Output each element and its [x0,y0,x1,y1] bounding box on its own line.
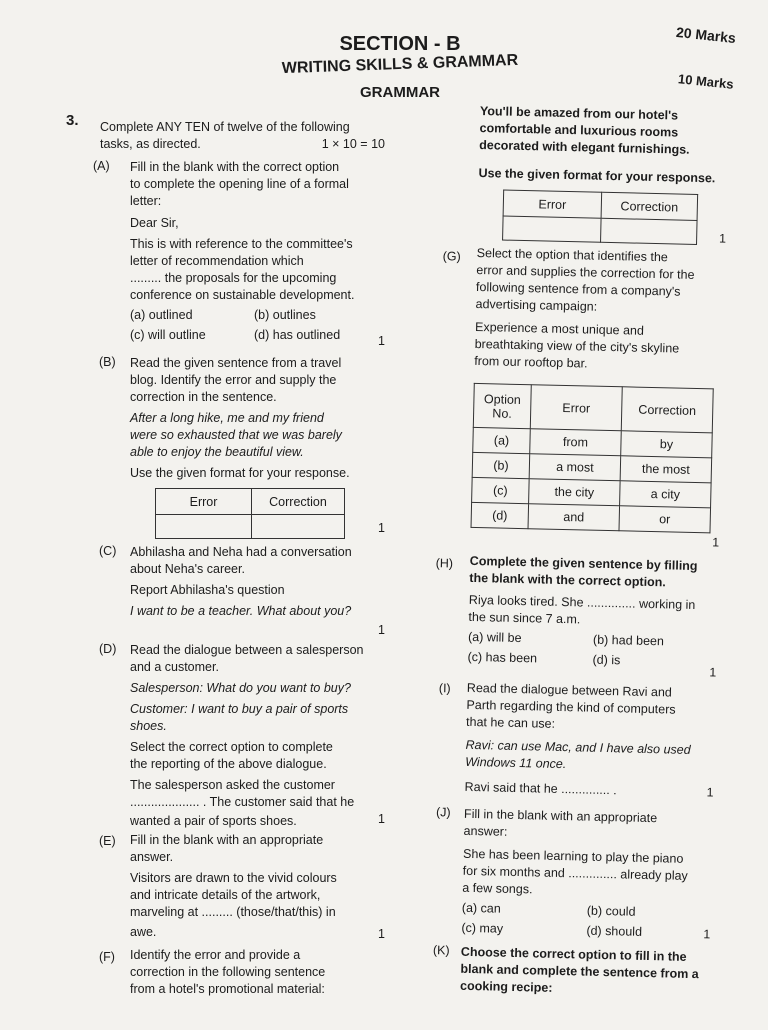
salutation: Dear Sir, [130,216,179,230]
option-error: and [528,504,620,531]
option-correction: or [619,506,711,533]
part-k-label: (K) [432,943,450,958]
grammar-heading: GRAMMAR [360,84,440,101]
text-line: Fill in the blank with the correct option [130,160,340,174]
format-instruction: Use the given format for your response. [130,466,350,480]
option-correction: by [621,431,713,458]
part-j-text [461,806,719,943]
text-line: Choose the correct option to fill in the [460,944,687,964]
part-h-label: (H) [435,556,454,571]
option-error: from [530,429,622,456]
option-a: (a) can [461,900,501,916]
text-line: the blank with the correct option. [469,570,667,590]
option-no: (d) [471,502,529,528]
quote: I want to be a teacher. What about you? [130,604,352,618]
text-line: awe. [130,925,157,939]
section-subtitle: WRITING SKILLS & GRAMMAR [281,51,519,78]
column-error: Error [156,489,252,515]
part-g-label: (G) [442,249,461,264]
text-line: Visitors are drawn to the vivid colours [130,871,337,885]
column-correction: Correction [252,489,345,515]
q3-line: Complete ANY TEN of twelve of the following [100,120,350,134]
report-instruction: Report Abhilasha's question [130,583,285,597]
column-correction: Correction [601,192,698,220]
part-g-mark: 1 [712,535,720,550]
part-g-options-table [471,383,714,533]
option-correction: the most [620,456,712,483]
text-line: from a hotel's promotional material: [130,982,325,996]
part-f-response-table [502,190,698,245]
text-line: about Neha's career. [130,562,245,576]
option-row [471,502,711,532]
text-line: decorated with elegant furnishings. [479,137,690,157]
text-line: the sun since 7 a.m. [468,609,581,627]
part-b-mark: 1 [378,521,385,535]
text-line: correction in the sentence. [130,390,277,404]
text-line: blog. Identify the error and supply the [130,373,337,387]
answer-cell[interactable] [601,218,698,244]
option-d: (d) should [586,923,643,939]
text-line: advertising campaign: [475,296,598,314]
q3-line: tasks, as directed. [100,137,201,151]
text-line: After a long hike, me and my friend [130,411,324,425]
text-line: Read the dialogue between Ravi and [466,680,673,700]
part-g-text [474,245,732,376]
text-line: Fill in the blank with an appropriate [463,806,658,826]
dialogue-line: Windows 11 once. [465,754,567,772]
text-line: Parth regarding the kind of computers [466,697,676,717]
text-line: and intricate details of the artwork, [130,888,321,902]
option-no: (c) [472,477,530,503]
format-instruction: Use the given format for your response. [478,165,716,186]
column-error: Error [530,385,622,431]
part-d-mark: 1 [378,812,385,826]
text-line: conference on sustainable development. [130,288,355,302]
text-line: .................... . The customer said that he [130,795,355,809]
text-line: a few songs. [462,880,533,897]
grammar-marks: 10 Marks [677,71,735,92]
text-line: from our rooftop bar. [474,353,588,371]
column-correction: Correction [621,387,713,433]
question-number: 3. [66,112,79,129]
text-line: Select the option that identifies the [476,245,668,265]
text-line: She has been learning to play the piano [462,846,684,866]
option-b: (b) could [586,903,636,919]
text-line: letter: [130,194,162,208]
option-error: a most [529,454,621,481]
part-e-label: (E) [99,834,116,848]
part-c-mark: 1 [378,623,385,637]
text-line: able to enjoy the beautiful view. [130,445,304,459]
report-line: Ravi said that he .............. . [464,779,617,798]
text-line: Fill in the blank with an appropriate [130,833,324,847]
text-line: answer: [463,823,508,839]
option-no: (a) [473,427,531,453]
text-line: marveling at ......... (those/that/this) in [130,905,336,919]
text-line: Abhilasha and Neha had a conversation [130,545,352,559]
text-line: Riya looks tired. She .............. working in [468,592,696,613]
option-c: (c) has been [467,649,538,666]
answer-cell[interactable] [503,216,602,242]
text-line: following sentence from a company's [475,279,681,299]
text-line: answer. [130,850,174,864]
option-error: the city [529,479,621,506]
part-f-mark: 1 [718,231,727,246]
dialogue-line: shoes. [130,719,167,733]
part-h-text [467,553,724,672]
part-j-mark: 1 [703,927,711,942]
text-line: The salesperson asked the customer [130,778,335,792]
text-line: breathtaking view of the city's skyline [474,336,680,356]
option-b: (b) had been [592,632,665,649]
text-line: Read the dialogue between a salesperson [130,643,364,657]
option-c: (c) will outline [130,328,206,342]
option-a: (a) will be [467,629,522,646]
part-j-label: (J) [435,805,451,820]
column-option: Option No. [473,383,531,428]
text-line: blank and complete the sentence from a [460,961,699,982]
text-line: ......... the proposals for the upcoming [130,271,337,285]
part-h-mark: 1 [709,665,717,680]
dialogue-line: Salesperson: What do you want to buy? [130,681,351,695]
text-line: wanted a pair of sports shoes. [130,814,297,828]
option-d: (d) is [592,652,621,668]
text-line: Experience a most unique and [474,319,645,338]
option-b: (b) outlines [254,308,316,322]
text-line: the reporting of the above dialogue. [130,757,327,771]
part-e-mark: 1 [378,927,385,941]
text-line: Read the given sentence from a travel [130,356,342,370]
part-c-label: (C) [99,544,117,558]
part-a-mark: 1 [378,334,385,348]
option-correction: a city [620,481,712,508]
text-line: cooking recipe: [459,978,553,995]
section-marks: 20 Marks [675,23,737,47]
text-line: that he can use: [465,714,556,731]
text-line: Select the correct option to complete [130,740,333,754]
text-line: for six months and .............. already play [462,863,688,883]
text-line: letter of recommendation which [130,254,304,268]
text-line: Identify the error and provide a [130,948,301,962]
text-line: error and supplies the correction for the [476,262,695,282]
part-i-text [464,680,722,802]
dialogue-line: Ravi: can use Mac, and I have also used [465,737,691,757]
q3-marks: 1 × 10 = 10 [321,137,385,151]
text-line: were so exhausted that we was barely [130,428,342,442]
part-d-label: (D) [99,642,117,656]
part-a-label: (A) [93,159,110,173]
column-error: Error [503,190,602,218]
text-line: to complete the opening line of a formal [130,177,349,191]
text-line: comfortable and luxurious rooms [479,120,679,140]
text-line: Complete the given sentence by filling [469,553,698,574]
part-b-label: (B) [99,355,116,369]
text-line: correction in the following sentence [130,965,326,979]
option-a: (a) outlined [130,308,193,322]
section-title: SECTION - B [339,33,461,55]
option-d: (d) has outlined [254,328,341,342]
part-f-label: (F) [99,950,115,964]
text-line: and a customer. [130,660,219,674]
option-c: (c) may [461,920,504,936]
option-no: (b) [472,452,530,478]
text-line: This is with reference to the committee's [130,237,353,251]
part-k-text [460,944,716,1001]
part-f-continued [478,103,730,188]
part-i-label: (I) [438,681,451,696]
text-line: You'll be amazed from our hotel's [479,104,679,123]
part-i-mark: 1 [706,785,714,800]
dialogue-line: Customer: I want to buy a pair of sports [130,702,349,716]
